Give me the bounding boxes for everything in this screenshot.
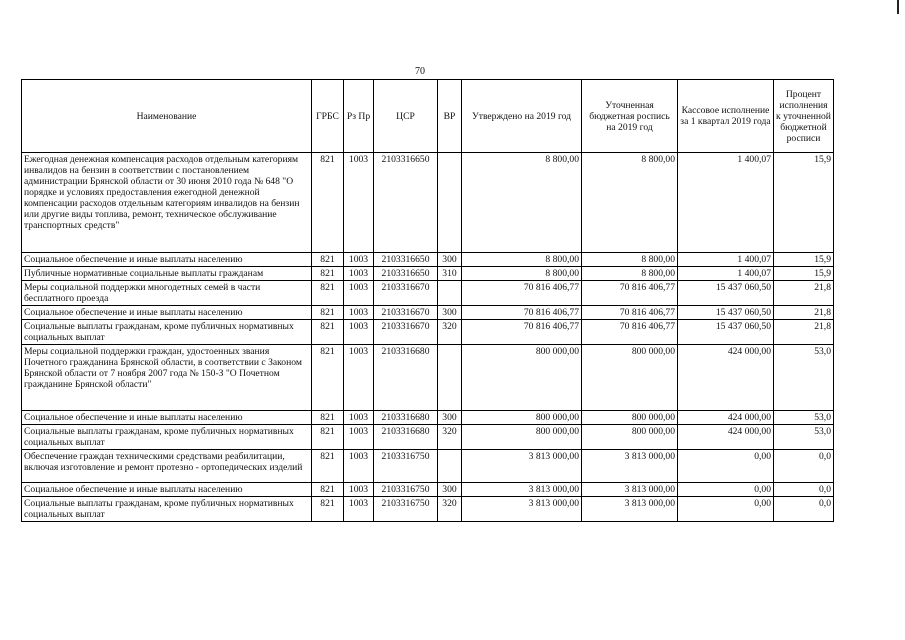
row-grbs: 821 [312, 267, 344, 281]
row-refined: 70 816 406,77 [582, 306, 678, 320]
row-rzpr: 1003 [344, 411, 374, 425]
row-refined: 3 813 000,00 [582, 497, 678, 522]
row-csr: 2103316750 [374, 483, 438, 497]
row-cash: 0,00 [678, 497, 774, 522]
row-vr: 320 [438, 425, 462, 450]
budget-table [21, 79, 834, 522]
row-percent: 0,0 [774, 497, 834, 522]
row-csr: 2103316680 [374, 425, 438, 450]
row-vr: 300 [438, 411, 462, 425]
row-name: Социальные выплаты гражданам, кроме публичных нормативных социальных выплат [22, 497, 312, 522]
row-name: Социальные выплаты гражданам, кроме публичных нормативных социальных выплат [22, 320, 312, 345]
row-percent: 15,9 [774, 153, 834, 253]
row-cash: 15 437 060,50 [678, 306, 774, 320]
row-name: Публичные нормативные социальные выплаты гражданам [22, 267, 312, 281]
row-cash: 15 437 060,50 [678, 320, 774, 345]
row-csr: 2103316750 [374, 497, 438, 522]
row-rzpr: 1003 [344, 320, 374, 345]
header-grbs: ГРБС [312, 80, 344, 153]
row-refined: 800 000,00 [582, 411, 678, 425]
row-percent: 0,0 [774, 483, 834, 497]
row-name: Социальные выплаты гражданам, кроме публичных нормативных социальных выплат [22, 425, 312, 450]
table-row [22, 411, 834, 425]
row-percent: 53,0 [774, 425, 834, 450]
row-name: Социальное обеспечение и иные выплаты населению [22, 306, 312, 320]
row-vr [438, 281, 462, 306]
row-refined: 8 800,00 [582, 267, 678, 281]
row-vr [438, 450, 462, 483]
row-cash: 1 400,07 [678, 267, 774, 281]
row-rzpr: 1003 [344, 425, 374, 450]
table-row [22, 281, 834, 306]
row-refined: 8 800,00 [582, 253, 678, 267]
row-vr: 310 [438, 267, 462, 281]
table-row [22, 320, 834, 345]
row-vr [438, 345, 462, 411]
row-grbs: 821 [312, 425, 344, 450]
table-row [22, 306, 834, 320]
row-grbs: 821 [312, 306, 344, 320]
row-csr: 2103316680 [374, 411, 438, 425]
header-csr: ЦСР [374, 80, 438, 153]
row-grbs: 821 [312, 411, 344, 425]
row-rzpr: 1003 [344, 450, 374, 483]
row-grbs: 821 [312, 345, 344, 411]
row-approved: 8 800,00 [462, 267, 582, 281]
row-percent: 53,0 [774, 411, 834, 425]
row-refined: 3 813 000,00 [582, 450, 678, 483]
page-number: 70 [415, 66, 425, 77]
row-percent: 15,9 [774, 253, 834, 267]
row-approved: 70 816 406,77 [462, 320, 582, 345]
row-grbs: 821 [312, 253, 344, 267]
row-refined: 3 813 000,00 [582, 483, 678, 497]
row-vr: 320 [438, 497, 462, 522]
table-header-row [22, 80, 834, 153]
row-rzpr: 1003 [344, 306, 374, 320]
table-row [22, 253, 834, 267]
row-approved: 3 813 000,00 [462, 497, 582, 522]
row-csr: 2103316680 [374, 345, 438, 411]
row-name: Меры социальной поддержки многодетных семей в части бесплатного проезда [22, 281, 312, 306]
row-grbs: 821 [312, 450, 344, 483]
row-refined: 70 816 406,77 [582, 281, 678, 306]
row-rzpr: 1003 [344, 497, 374, 522]
table-row [22, 483, 834, 497]
row-refined: 8 800,00 [582, 153, 678, 253]
row-vr: 300 [438, 253, 462, 267]
row-refined: 800 000,00 [582, 425, 678, 450]
row-percent: 21,8 [774, 306, 834, 320]
row-grbs: 821 [312, 153, 344, 253]
row-percent: 0,0 [774, 450, 834, 483]
row-vr [438, 153, 462, 253]
header-rzpr: Рз Пр [344, 80, 374, 153]
row-approved: 800 000,00 [462, 425, 582, 450]
header-vr: ВР [438, 80, 462, 153]
row-approved: 8 800,00 [462, 153, 582, 253]
table-row [22, 450, 834, 483]
row-percent: 21,8 [774, 320, 834, 345]
row-rzpr: 1003 [344, 281, 374, 306]
row-name: Меры социальной поддержки граждан, удостоенных звания Почетного гражданина Брянской области, в соответствии с Законом Брянской области от 7 ноября 2007 года № 150-З "О Почетном гражданине Брянской области" [22, 345, 312, 411]
row-cash: 0,00 [678, 483, 774, 497]
row-approved: 800 000,00 [462, 411, 582, 425]
row-percent: 21,8 [774, 281, 834, 306]
table-row [22, 425, 834, 450]
row-grbs: 821 [312, 497, 344, 522]
row-rzpr: 1003 [344, 267, 374, 281]
row-vr: 320 [438, 320, 462, 345]
table-row [22, 153, 834, 253]
table-row [22, 497, 834, 522]
row-cash: 0,00 [678, 450, 774, 483]
row-percent: 53,0 [774, 345, 834, 411]
row-refined: 70 816 406,77 [582, 320, 678, 345]
row-vr: 300 [438, 306, 462, 320]
row-name: Ежегодная денежная компенсация расходов отдельным категориям инвалидов на бензин в соответствии с постановлением администрации Брянской области от 30 июня 2010 года № 648 "О порядке и условиях предоставления ежегодной денежной компенсации расходов отдельным категориям инвалидов на бензин или другие виды топлива, ремонт, техническое обслуживание транспортных средств" [22, 153, 312, 253]
table-row [22, 267, 834, 281]
row-csr: 2103316670 [374, 281, 438, 306]
row-name: Социальное обеспечение и иные выплаты населению [22, 253, 312, 267]
row-csr: 2103316650 [374, 153, 438, 253]
row-approved: 70 816 406,77 [462, 306, 582, 320]
row-cash: 424 000,00 [678, 345, 774, 411]
row-rzpr: 1003 [344, 345, 374, 411]
row-rzpr: 1003 [344, 483, 374, 497]
header-approved: Утверждено на 2019 год [462, 80, 582, 153]
row-name: Социальное обеспечение и иные выплаты населению [22, 483, 312, 497]
row-csr: 2103316670 [374, 320, 438, 345]
row-vr: 300 [438, 483, 462, 497]
row-cash: 15 437 060,50 [678, 281, 774, 306]
row-approved: 8 800,00 [462, 253, 582, 267]
row-csr: 2103316650 [374, 267, 438, 281]
row-rzpr: 1003 [344, 153, 374, 253]
row-approved: 3 813 000,00 [462, 450, 582, 483]
row-cash: 1 400,07 [678, 153, 774, 253]
row-refined: 800 000,00 [582, 345, 678, 411]
row-rzpr: 1003 [344, 253, 374, 267]
row-csr: 2103316670 [374, 306, 438, 320]
row-name: Социальное обеспечение и иные выплаты населению [22, 411, 312, 425]
row-csr: 2103316650 [374, 253, 438, 267]
row-name: Обеспечение граждан техническими средствами реабилитации, включая изготовление и ремонт протезно - ортопедических изделий [22, 450, 312, 483]
row-grbs: 821 [312, 483, 344, 497]
scan-edge-mark [897, 0, 899, 14]
row-cash: 1 400,07 [678, 253, 774, 267]
row-grbs: 821 [312, 281, 344, 306]
row-cash: 424 000,00 [678, 425, 774, 450]
row-approved: 3 813 000,00 [462, 483, 582, 497]
header-name: Наименование [22, 80, 312, 153]
row-cash: 424 000,00 [678, 411, 774, 425]
row-approved: 70 816 406,77 [462, 281, 582, 306]
row-approved: 800 000,00 [462, 345, 582, 411]
header-percent: Процент исполнения к уточненной бюджетной росписи [774, 80, 834, 153]
header-cash: Кассовое исполнение за 1 квартал 2019 года [678, 80, 774, 153]
header-refined: Уточненная бюджетная роспись на 2019 год [582, 80, 678, 153]
row-percent: 15,9 [774, 267, 834, 281]
row-csr: 2103316750 [374, 450, 438, 483]
table-row [22, 345, 834, 411]
row-grbs: 821 [312, 320, 344, 345]
